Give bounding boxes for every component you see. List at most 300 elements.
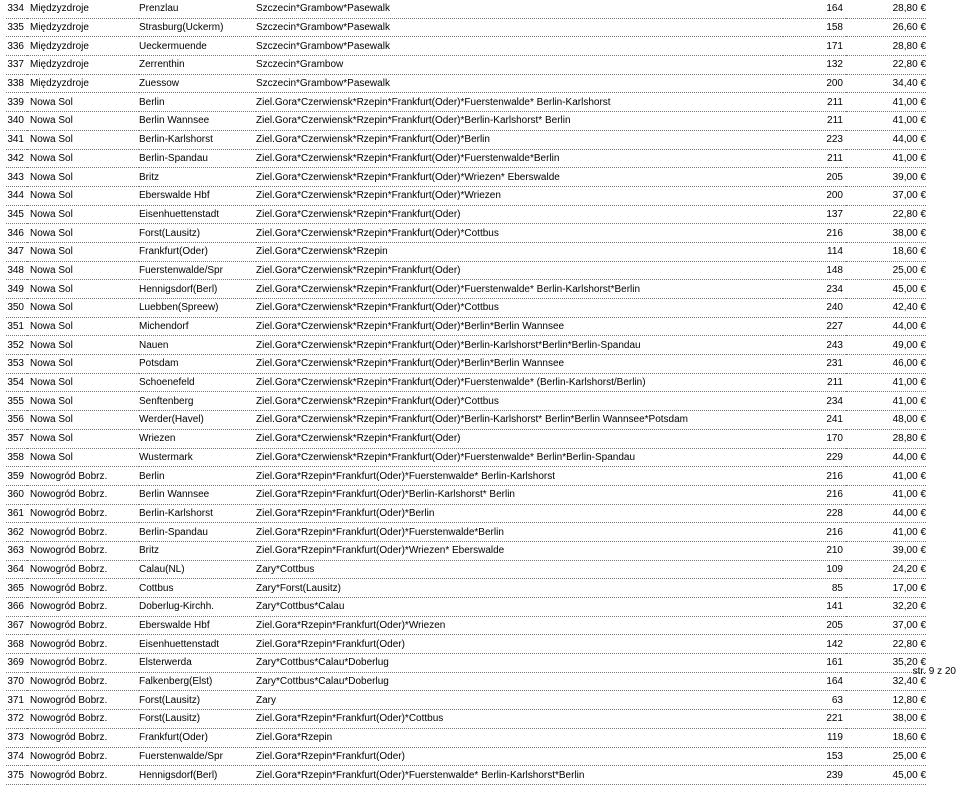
table-row [6,373,926,392]
destination-station: Michendorf [139,317,256,336]
route-via: Szczecin*Grambow*Pasewalk [256,37,783,56]
fare-value: 22,80 [892,638,918,650]
row-number: 370 [6,672,27,691]
currency-symbol: € [920,713,926,725]
destination-station: Calau(NL) [139,560,256,579]
fare-price [846,37,926,56]
table-row [6,411,926,430]
table-row [6,130,926,149]
row-number: 363 [6,541,27,560]
row-number: 358 [6,448,27,467]
fare-value: 22,80 [892,59,918,71]
distance-km: 142 [783,635,846,654]
fare-price [846,74,926,93]
distance-km: 158 [783,18,846,37]
fare-price [846,598,926,617]
destination-station: Fuerstenwalde/Spr [139,261,256,280]
fare-value: 45,00 [892,769,918,781]
row-number: 340 [6,112,27,131]
fare-value: 24,20 [892,563,918,575]
origin-station: Nowogród Bobrz. [27,467,139,486]
currency-symbol: € [920,40,926,52]
row-number: 372 [6,710,27,729]
origin-station: Nowogród Bobrz. [27,654,139,673]
fare-price [846,448,926,467]
route-via: Ziel.Gora*Czerwiensk*Rzepin*Frankfurt(Oder)*Cottbus [256,299,783,318]
distance-km: 240 [783,299,846,318]
distance-km: 211 [783,93,846,112]
route-via: Ziel.Gora*Czerwiensk*Rzepin*Frankfurt(Oder) [256,205,783,224]
destination-station: Wriezen [139,429,256,448]
destination-station: Doberlug-Kirchh. [139,598,256,617]
fare-price [846,186,926,205]
route-via: Ziel.Gora*Czerwiensk*Rzepin*Frankfurt(Oder)*Berlin*Berlin Wannsee [256,355,783,374]
fare-price [846,392,926,411]
distance-km: 171 [783,37,846,56]
route-via: Ziel.Gora*Czerwiensk*Rzepin*Frankfurt(Oder)*Cottbus [256,392,783,411]
currency-symbol: € [920,601,926,613]
row-number: 353 [6,355,27,374]
table-row [6,747,926,766]
distance-km: 200 [783,74,846,93]
destination-station: Forst(Lausitz) [139,710,256,729]
distance-km: 141 [783,598,846,617]
distance-km: 114 [783,242,846,261]
table-row [6,149,926,168]
currency-symbol: € [920,171,926,183]
route-via: Ziel.Gora*Czerwiensk*Rzepin*Frankfurt(Oder)*Fuerstenwalde* Berlin-Karlshorst*Berlin [256,280,783,299]
distance-km: 241 [783,411,846,430]
fare-price [846,112,926,131]
fare-price [846,579,926,598]
route-via: Zary*Cottbus*Calau*Doberlug [256,672,783,691]
table-row [6,0,926,18]
fare-value: 32,40 [892,676,918,688]
origin-station: Nowogród Bobrz. [27,691,139,710]
fare-value: 45,00 [892,283,918,295]
origin-station: Nowa Sol [27,392,139,411]
destination-station: Frankfurt(Oder) [139,728,256,747]
table-row [6,429,926,448]
distance-km: 210 [783,541,846,560]
origin-station: Nowogród Bobrz. [27,766,139,785]
currency-symbol: € [920,358,926,370]
table-row [6,112,926,131]
currency-symbol: € [920,190,926,202]
table-row [6,560,926,579]
table-row [6,299,926,318]
fare-price [846,411,926,430]
destination-station: Luebben(Spreew) [139,299,256,318]
currency-symbol: € [920,638,926,650]
fare-value: 35,20 [892,657,918,669]
origin-station: Nowogród Bobrz. [27,672,139,691]
fare-price [846,710,926,729]
currency-symbol: € [920,507,926,519]
origin-station: Nowa Sol [27,168,139,187]
fare-value: 25,00 [892,750,918,762]
destination-station: Ueckermuende [139,37,256,56]
row-number: 368 [6,635,27,654]
row-number: 352 [6,336,27,355]
row-number: 354 [6,373,27,392]
row-number: 338 [6,74,27,93]
table-row [6,37,926,56]
fare-price [846,130,926,149]
currency-symbol: € [920,208,926,220]
row-number: 373 [6,728,27,747]
distance-km: 216 [783,485,846,504]
fare-price [846,336,926,355]
tariff-table [6,0,926,785]
route-via: Zary*Cottbus*Calau*Doberlug [256,654,783,673]
row-number: 356 [6,411,27,430]
currency-symbol: € [920,115,926,127]
fare-price [846,299,926,318]
distance-km: 132 [783,56,846,75]
currency-symbol: € [920,433,926,445]
currency-symbol: € [920,3,926,15]
table-row [6,186,926,205]
fare-value: 46,00 [892,358,918,370]
currency-symbol: € [920,676,926,688]
route-via: Ziel.Gora*Czerwiensk*Rzepin*Frankfurt(Oder)*Berlin [256,130,783,149]
fare-price [846,523,926,542]
row-number: 350 [6,299,27,318]
fare-price [846,224,926,243]
table-row [6,205,926,224]
origin-station: Nowa Sol [27,355,139,374]
route-via: Szczecin*Grambow [256,56,783,75]
destination-station: Elsterwerda [139,654,256,673]
fare-price [846,373,926,392]
origin-station: Nowogród Bobrz. [27,541,139,560]
fare-price [846,317,926,336]
route-via: Ziel.Gora*Czerwiensk*Rzepin*Frankfurt(Oder)*Fuerstenwalde*Berlin [256,149,783,168]
table-row [6,280,926,299]
fare-price [846,616,926,635]
fare-price [846,766,926,785]
fare-price [846,504,926,523]
fare-price [846,149,926,168]
destination-station: Hennigsdorf(Berl) [139,280,256,299]
table-row [6,392,926,411]
currency-symbol: € [920,302,926,314]
origin-station: Nowa Sol [27,112,139,131]
origin-station: Nowogród Bobrz. [27,728,139,747]
fare-price [846,691,926,710]
currency-symbol: € [920,321,926,333]
distance-km: 216 [783,467,846,486]
fare-value: 37,00 [892,620,918,632]
row-number: 375 [6,766,27,785]
origin-station: Nowogród Bobrz. [27,635,139,654]
currency-symbol: € [920,750,926,762]
destination-station: Berlin-Karlshorst [139,504,256,523]
currency-symbol: € [920,694,926,706]
destination-station: Fuerstenwalde/Spr [139,747,256,766]
currency-symbol: € [920,451,926,463]
row-number: 367 [6,616,27,635]
destination-station: Berlin-Karlshorst [139,130,256,149]
fare-price [846,429,926,448]
row-number: 362 [6,523,27,542]
row-number: 337 [6,56,27,75]
table-row [6,541,926,560]
destination-station: Nauen [139,336,256,355]
currency-symbol: € [920,545,926,557]
destination-station: Berlin Wannsee [139,112,256,131]
destination-station: Prenzlau [139,0,256,18]
origin-station: Międzyzdroje [27,18,139,37]
table-row [6,336,926,355]
distance-km: 234 [783,392,846,411]
tariff-table-body [6,0,926,784]
fare-price [846,541,926,560]
route-via: Szczecin*Grambow*Pasewalk [256,74,783,93]
route-via: Ziel.Gora*Czerwiensk*Rzepin*Frankfurt(Oder)*Cottbus [256,224,783,243]
origin-station: Nowa Sol [27,411,139,430]
origin-station: Nowa Sol [27,186,139,205]
fare-value: 22,80 [892,208,918,220]
row-number: 359 [6,467,27,486]
currency-symbol: € [920,395,926,407]
destination-station: Forst(Lausitz) [139,224,256,243]
row-number: 335 [6,18,27,37]
destination-station: Eberswalde Hbf [139,616,256,635]
origin-station: Nowogród Bobrz. [27,523,139,542]
row-number: 346 [6,224,27,243]
distance-km: 63 [783,691,846,710]
row-number: 374 [6,747,27,766]
route-via: Ziel.Gora*Rzepin*Frankfurt(Oder)*Fuerstenwalde* Berlin-Karlshorst*Berlin [256,766,783,785]
origin-station: Nowogród Bobrz. [27,747,139,766]
distance-km: 216 [783,224,846,243]
row-number: 369 [6,654,27,673]
origin-station: Nowa Sol [27,429,139,448]
fare-value: 26,60 [892,22,918,34]
origin-station: Nowa Sol [27,336,139,355]
origin-station: Nowa Sol [27,299,139,318]
route-via: Szczecin*Grambow*Pasewalk [256,18,783,37]
fare-value: 39,00 [892,545,918,557]
fare-price [846,747,926,766]
table-row [6,467,926,486]
table-row [6,261,926,280]
currency-symbol: € [920,732,926,744]
currency-symbol: € [920,657,926,669]
destination-station: Forst(Lausitz) [139,691,256,710]
route-via: Ziel.Gora*Czerwiensk*Rzepin*Frankfurt(Oder)*Wriezen* Eberswalde [256,168,783,187]
currency-symbol: € [920,470,926,482]
table-row [6,635,926,654]
destination-station: Britz [139,168,256,187]
route-via: Ziel.Gora*Rzepin*Frankfurt(Oder) [256,747,783,766]
table-row [6,317,926,336]
fare-value: 41,00 [892,152,918,164]
table-row [6,74,926,93]
destination-station: Schoenefeld [139,373,256,392]
currency-symbol: € [920,582,926,594]
distance-km: 119 [783,728,846,747]
fare-value: 41,00 [892,377,918,389]
distance-km: 170 [783,429,846,448]
row-number: 355 [6,392,27,411]
fare-price [846,560,926,579]
fare-value: 38,00 [892,713,918,725]
destination-station: Britz [139,541,256,560]
table-row [6,654,926,673]
fare-value: 34,40 [892,78,918,90]
origin-station: Nowogród Bobrz. [27,504,139,523]
destination-station: Berlin-Spandau [139,523,256,542]
destination-station: Zerrenthin [139,56,256,75]
route-via: Ziel.Gora*Rzepin*Frankfurt(Oder)*Fuerstenwalde* Berlin-Karlshorst [256,467,783,486]
origin-station: Nowa Sol [27,224,139,243]
table-row [6,710,926,729]
fare-value: 44,00 [892,507,918,519]
distance-km: 211 [783,373,846,392]
table-row [6,448,926,467]
route-via: Ziel.Gora*Czerwiensk*Rzepin*Frankfurt(Oder)*Fuerstenwalde* (Berlin-Karlshorst/Berlin) [256,373,783,392]
fare-value: 48,00 [892,414,918,426]
route-via: Ziel.Gora*Czerwiensk*Rzepin*Frankfurt(Oder)*Fuerstenwalde* Berlin*Berlin-Spandau [256,448,783,467]
currency-symbol: € [920,78,926,90]
route-via: Zary*Cottbus [256,560,783,579]
fare-price [846,467,926,486]
origin-station: Nowogród Bobrz. [27,616,139,635]
origin-station: Nowa Sol [27,280,139,299]
route-via: Ziel.Gora*Rzepin*Frankfurt(Oder)*Cottbus [256,710,783,729]
row-number: 343 [6,168,27,187]
table-row [6,766,926,785]
currency-symbol: € [920,414,926,426]
fare-value: 41,00 [892,96,918,108]
origin-station: Nowogród Bobrz. [27,598,139,617]
fare-price [846,242,926,261]
distance-km: 227 [783,317,846,336]
row-number: 334 [6,0,27,18]
fare-price [846,18,926,37]
currency-symbol: € [920,339,926,351]
distance-km: 200 [783,186,846,205]
distance-km: 243 [783,336,846,355]
fare-value: 42,40 [892,302,918,314]
fare-price [846,168,926,187]
currency-symbol: € [920,620,926,632]
destination-station: Werder(Havel) [139,411,256,430]
row-number: 345 [6,205,27,224]
currency-symbol: € [920,264,926,276]
table-row [6,224,926,243]
fare-price [846,261,926,280]
route-via: Ziel.Gora*Rzepin*Frankfurt(Oder)*Berlin [256,504,783,523]
origin-station: Nowa Sol [27,205,139,224]
row-number: 360 [6,485,27,504]
distance-km: 164 [783,672,846,691]
distance-km: 205 [783,616,846,635]
row-number: 366 [6,598,27,617]
row-number: 364 [6,560,27,579]
table-row [6,598,926,617]
currency-symbol: € [920,563,926,575]
fare-value: 28,80 [892,433,918,445]
destination-station: Eisenhuettenstadt [139,205,256,224]
origin-station: Nowogród Bobrz. [27,560,139,579]
destination-station: Berlin-Spandau [139,149,256,168]
route-via: Ziel.Gora*Czerwiensk*Rzepin*Frankfurt(Oder)*Wriezen [256,186,783,205]
table-row [6,168,926,187]
table-row [6,93,926,112]
table-row [6,728,926,747]
row-number: 347 [6,242,27,261]
distance-km: 153 [783,747,846,766]
route-via: Zary [256,691,783,710]
fare-price [846,635,926,654]
fare-value: 32,20 [892,601,918,613]
fare-price [846,93,926,112]
route-via: Ziel.Gora*Czerwiensk*Rzepin*Frankfurt(Oder) [256,429,783,448]
destination-station: Berlin [139,93,256,112]
table-row [6,355,926,374]
route-via: Ziel.Gora*Czerwiensk*Rzepin [256,242,783,261]
distance-km: 211 [783,112,846,131]
distance-km: 161 [783,654,846,673]
origin-station: Międzyzdroje [27,37,139,56]
distance-km: 216 [783,523,846,542]
fare-value: 17,00 [892,582,918,594]
distance-km: 137 [783,205,846,224]
distance-km: 205 [783,168,846,187]
row-number: 348 [6,261,27,280]
fare-value: 44,00 [892,321,918,333]
destination-station: Potsdam [139,355,256,374]
origin-station: Nowa Sol [27,261,139,280]
origin-station: Nowa Sol [27,149,139,168]
fare-value: 41,00 [892,115,918,127]
fare-value: 39,00 [892,171,918,183]
currency-symbol: € [920,377,926,389]
route-via: Ziel.Gora*Rzepin [256,728,783,747]
route-via: Zary*Cottbus*Calau [256,598,783,617]
fare-value: 44,00 [892,451,918,463]
destination-station: Eisenhuettenstadt [139,635,256,654]
destination-station: Eberswalde Hbf [139,186,256,205]
origin-station: Nowa Sol [27,317,139,336]
destination-station: Zuessow [139,74,256,93]
distance-km: 223 [783,130,846,149]
row-number: 361 [6,504,27,523]
row-number: 344 [6,186,27,205]
fare-value: 44,00 [892,134,918,146]
fare-price [846,728,926,747]
fare-value: 28,80 [892,40,918,52]
origin-station: Nowa Sol [27,130,139,149]
row-number: 357 [6,429,27,448]
fare-value: 41,00 [892,470,918,482]
origin-station: Międzyzdroje [27,74,139,93]
destination-station: Senftenberg [139,392,256,411]
route-via: Ziel.Gora*Czerwiensk*Rzepin*Frankfurt(Oder)*Berlin*Berlin Wannsee [256,317,783,336]
distance-km: 231 [783,355,846,374]
route-via: Ziel.Gora*Rzepin*Frankfurt(Oder)*Wriezen [256,616,783,635]
fare-value: 41,00 [892,526,918,538]
currency-symbol: € [920,22,926,34]
currency-symbol: € [920,134,926,146]
distance-km: 164 [783,0,846,18]
table-row [6,18,926,37]
currency-symbol: € [920,59,926,71]
